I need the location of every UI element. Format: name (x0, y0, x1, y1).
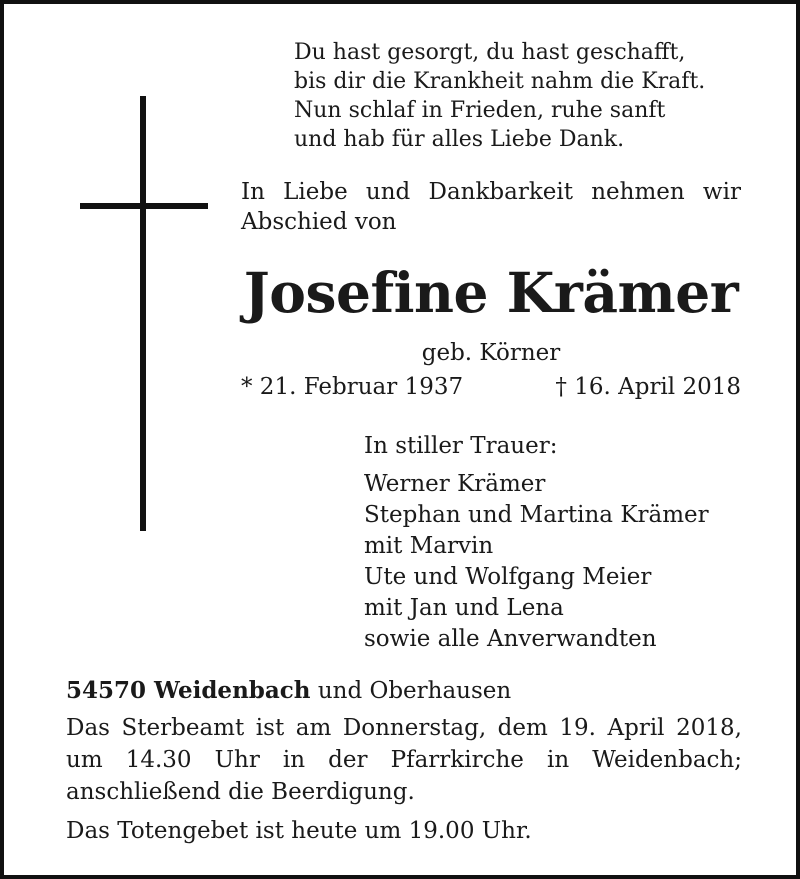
deceased-name: Josefine Krämer (243, 260, 739, 325)
maiden-name: geb. Körner (421, 340, 561, 366)
service-line-3: anschließend die Beerdigung. (66, 779, 415, 805)
verse-line: Du hast gesorgt, du hast geschafft, (294, 40, 686, 65)
service-word: in (546, 747, 570, 773)
mourner-name: sowie alle Anverwandten (364, 626, 657, 652)
service-word: in (282, 747, 306, 773)
birth-date: * 21. Februar 1937 (241, 374, 464, 400)
service-word: ist (255, 715, 285, 741)
mourner-name: Stephan und Martina Krämer (364, 502, 709, 528)
service-word: 14.30 (125, 747, 192, 773)
service-word: Uhr (214, 747, 260, 773)
mourner-name: Ute und Wolfgang Meier (364, 564, 652, 590)
service-word: Das (66, 715, 110, 741)
service-info (66, 712, 742, 808)
mourner-name: mit Marvin (364, 533, 494, 559)
life-dates (241, 372, 741, 402)
intro-word: In (241, 179, 265, 205)
service-line-2 (66, 744, 742, 776)
service-word: um (66, 747, 103, 773)
cross-icon-horizontal-bar (80, 203, 208, 209)
intro-line-1 (241, 177, 741, 207)
death-date: † 16. April 2018 (555, 374, 741, 400)
cross-icon-vertical-bar (140, 96, 146, 531)
service-word: Donnerstag, (342, 715, 487, 741)
verse-line: Nun schlaf in Frieden, ruhe sanft (294, 98, 666, 123)
mourner-name: Werner Krämer (364, 471, 546, 497)
intro-word: Dankbarkeit (428, 179, 573, 205)
verse-line: bis dir die Krankheit nahm die Kraft. (294, 69, 706, 94)
service-line-1 (66, 712, 742, 744)
service-word: Pfarrkirche (390, 747, 524, 773)
service-word: am (295, 715, 332, 741)
intro-word: Liebe (283, 179, 348, 205)
intro-text (241, 177, 741, 237)
service-word: 19. (559, 715, 596, 741)
place-line (66, 676, 511, 706)
place-rest: und Oberhausen (317, 678, 512, 704)
service-word: Weidenbach; (592, 747, 742, 773)
verse-line: und hab für alles Liebe Dank. (294, 127, 625, 152)
verse (294, 38, 705, 154)
service-word: April (607, 715, 665, 741)
intro-word: nehmen (591, 179, 685, 205)
service-word: Sterbeamt (121, 715, 245, 741)
mourner-name: mit Jan und Lena (364, 595, 564, 621)
intro-line-2: Abschied von (241, 209, 397, 235)
service-word: der (328, 747, 368, 773)
service-word: 2018, (676, 715, 742, 741)
mourners (364, 431, 709, 655)
service-word: dem (497, 715, 548, 741)
intro-word: wir (702, 179, 741, 205)
postal-city: 54570 Weidenbach (66, 677, 311, 704)
intro-word: und (365, 179, 411, 205)
mourners-heading: In stiller Trauer: (364, 433, 558, 459)
prayer-info: Das Totengebet ist heute um 19.00 Uhr. (66, 818, 532, 844)
